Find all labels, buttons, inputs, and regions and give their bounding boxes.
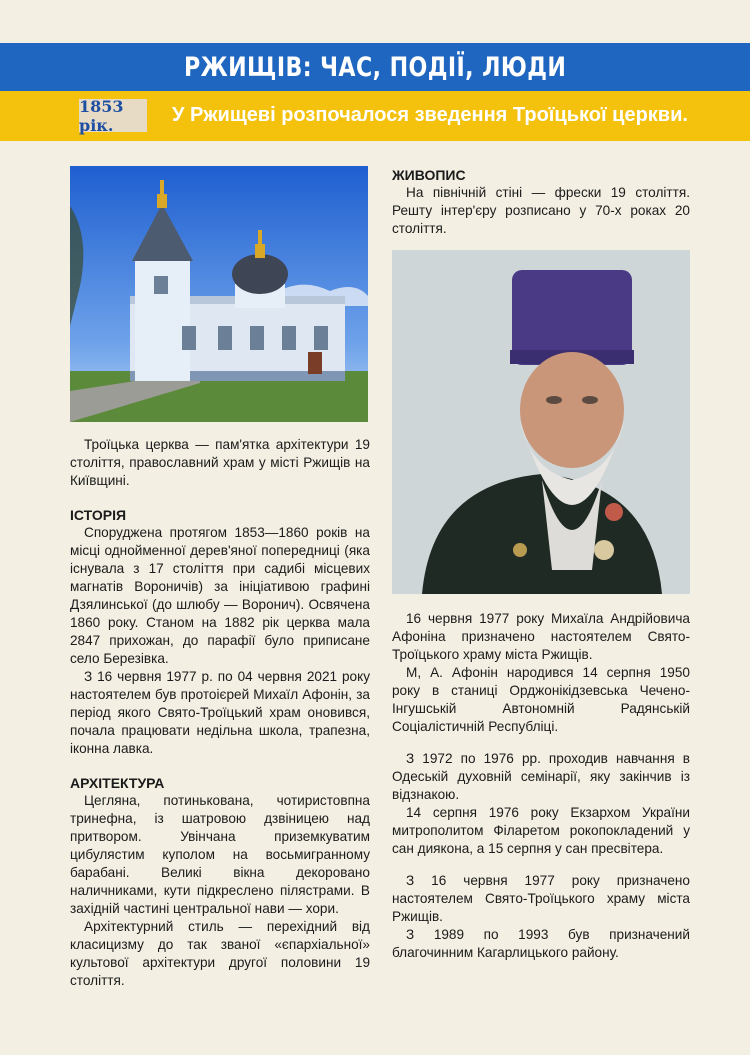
bio-paragraph-6: З 1989 по 1993 був призначений благочинним Кагарлицького району. bbox=[392, 927, 690, 960]
architecture-paragraph-1: Цегляна, потинькована, чотиристовпна тринефна, із шатровою дзвіницею над притвором. Увінчана приземкуватим цибулястим куполом на восьмигранному барабані. Великі вікна декоровано наличниками, кути підкреслено пілястрами. В західній частині центральної нави — хори. bbox=[70, 793, 370, 916]
bio-paragraph-2: М, А. Афонін народився 14 серпня 1950 року в станиці Орджонікідзевська Чечено-Інгушській Автономній Радянській Соціалістичній Республіці. bbox=[392, 665, 690, 734]
painting-heading: ЖИВОПИС bbox=[392, 167, 466, 183]
right-column bbox=[392, 166, 690, 962]
left-column bbox=[70, 166, 370, 990]
title-banner bbox=[0, 43, 750, 91]
bio-paragraph-5: З 16 червня 1977 року призначено настоятелем Свято-Троїцького храму міста Ржищів. bbox=[392, 873, 690, 924]
history-heading: ІСТОРІЯ bbox=[70, 507, 127, 523]
page-title: РЖИЩІВ: ЧАС, ПОДІЇ, ЛЮДИ bbox=[183, 51, 567, 83]
painting-paragraph: На північній стіні — фрески 19 століття. Решту інтер'єру розписано у 70-х роках 20 століття. bbox=[392, 185, 690, 236]
bio-paragraph-4: 14 серпня 1976 року Екзархом України митрополитом Філаретом рокопокладений у сан диякона, а 15 серпня у сан пресвітера. bbox=[392, 805, 690, 856]
year-badge: 1853 рік. bbox=[79, 99, 147, 132]
event-strip bbox=[0, 91, 750, 141]
architecture-paragraph-2: Архітектурний стиль — перехідний від класицизму до так званої «єпархіальної» культової архітектури другої половини 19 століття. bbox=[70, 919, 370, 988]
church-caption: Троїцька церква — пам'ятка архітектури 19 століття, православний храм у місті Ржищів на Київщині. bbox=[70, 437, 370, 488]
bio-paragraph-1: 16 червня 1977 року Михаїла Андрійовича Афоніна призначено настоятелем Свято-Троїцького храму міста Ржищів. bbox=[392, 611, 690, 662]
event-text: У Ржищеві розпочалося зведення Троїцької церкви. bbox=[172, 104, 688, 126]
church-photo bbox=[70, 166, 368, 422]
architecture-heading: АРХІТЕКТУРА bbox=[70, 775, 165, 791]
priest-portrait bbox=[392, 250, 690, 594]
history-paragraph-1: Споруджена протягом 1853—1860 років на місці однойменної дерев'яної попередниці (яка існувала з 17 століття при садибі місцевих магнатів Вороничів) за ініціативою графині Дзялинської (до шлюбу — Воронич). Освячена 1860 року. Станом на 1882 рік церква мала 2847 прихожан, до парафії було приписане село Березівка. bbox=[70, 525, 370, 666]
bio-paragraph-3: З 1972 по 1976 рр. проходив навчання в Одеській духовній семінарії, яку закінчив із відзнакою. bbox=[392, 751, 690, 802]
history-paragraph-2: З 16 червня 1977 р. по 04 червня 2021 року настоятелем був протоієрей Михаїл Афонін, за період якого Свято-Троїцький храм оновився, почала працювати недільна школа, трапезна, іконна лавка. bbox=[70, 669, 370, 756]
